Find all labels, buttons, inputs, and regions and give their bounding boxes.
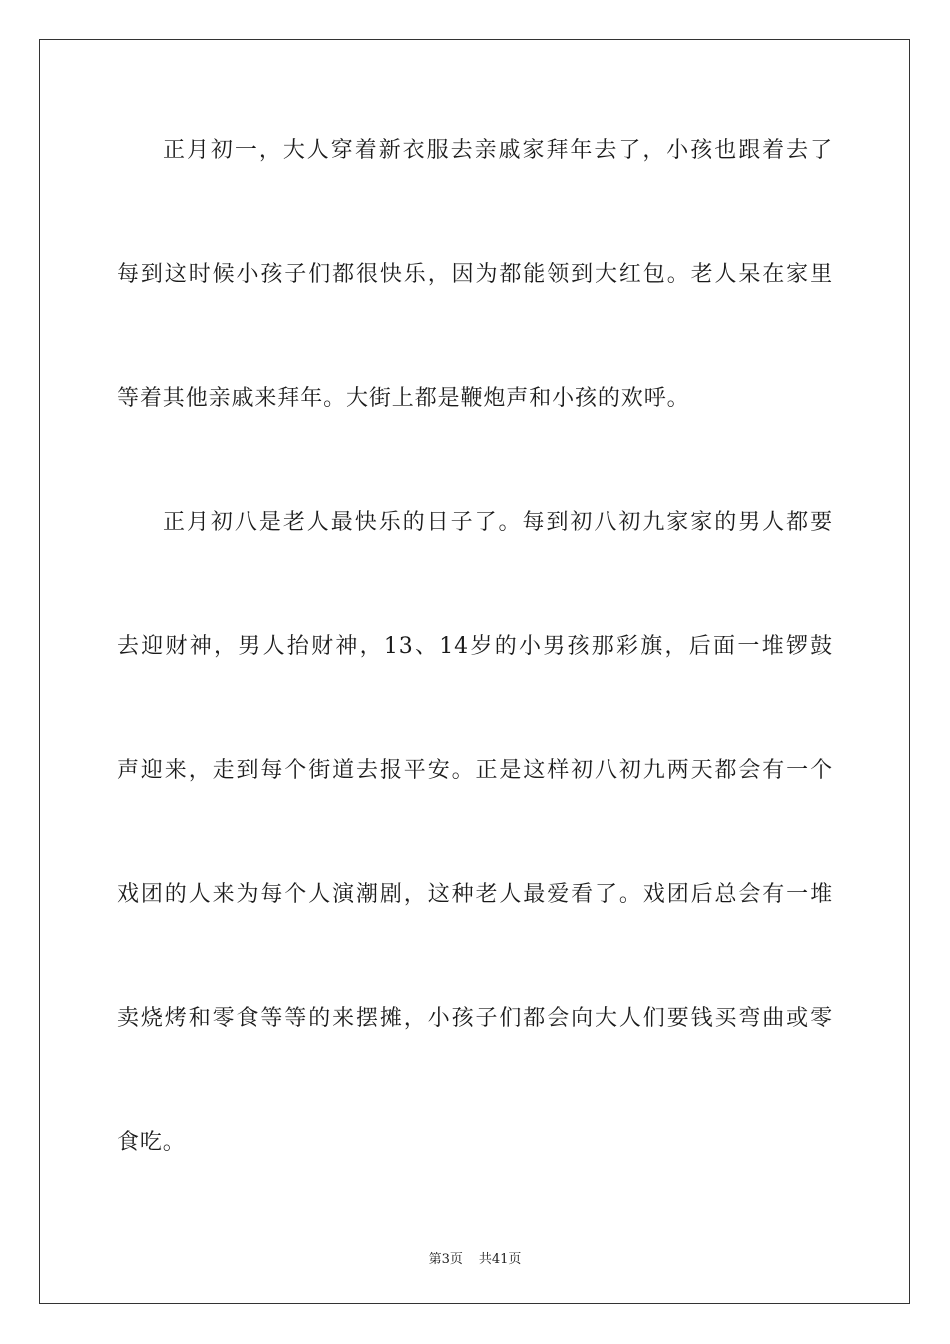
paragraph-2-line-2: 去迎财神，男人抬财神，13、14岁的小男孩那彩旗，后面一堆锣鼓: [117, 634, 833, 659]
page-footer: [0, 1248, 950, 1267]
paragraph-1-line-1: 正月初一，大人穿着新衣服去亲戚家拜年去了，小孩也跟着去了: [163, 138, 833, 163]
paragraph-1-line-3: 等着其他亲戚来拜年。大街上都是鞭炮声和小孩的欢呼。: [117, 386, 690, 411]
paragraph-2-line-6: 食吃。: [117, 1130, 186, 1155]
page-total: 共41页: [478, 1252, 522, 1267]
paragraph-2-line-5: 卖烧烤和零食等等的来摆摊，小孩子们都会向大人们要钱买弯曲或零: [117, 1006, 833, 1031]
paragraph-2-line-4: 戏团的人来为每个人演潮剧，这种老人最爱看了。戏团后总会有一堆: [117, 882, 833, 907]
page-number: 第3页: [428, 1252, 463, 1267]
paragraph-2-line-3: 声迎来，走到每个街道去报平安。正是这样初八初九两天都会有一个: [117, 758, 833, 783]
paragraph-1-line-2: 每到这时候小孩子们都很快乐，因为都能领到大红包。老人呆在家里: [117, 262, 833, 287]
page-border: [39, 39, 910, 1304]
paragraph-2-line-1: 正月初八是老人最快乐的日子了。每到初八初九家家的男人都要: [163, 510, 833, 535]
